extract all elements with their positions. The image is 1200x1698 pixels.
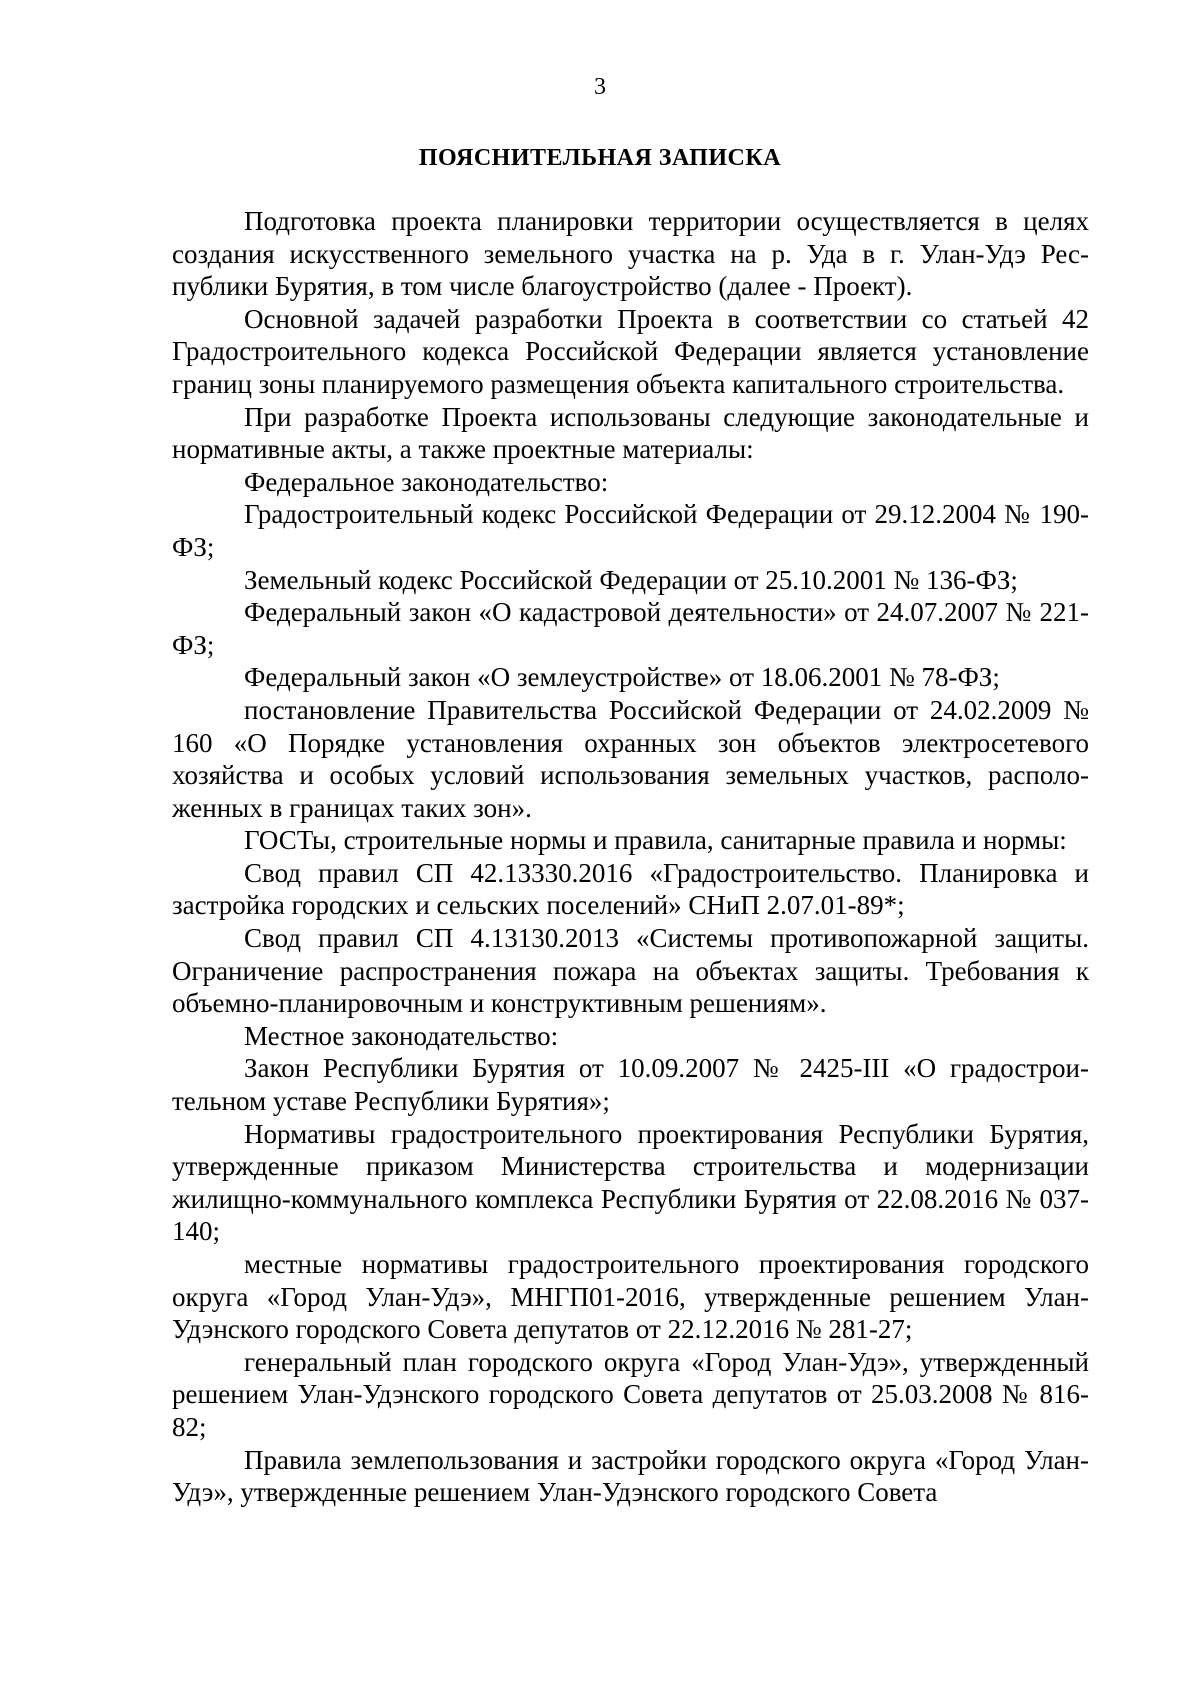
list-item: Градостроительный кодекс Российской Федерации от 29.12.2004 № 190-ФЗ; — [172, 499, 1089, 562]
heading-federal-legislation: Федеральное законодательство: — [244, 466, 609, 497]
page-title: ПОЯСНИТЕЛЬНАЯ ЗАПИСКА — [418, 145, 782, 171]
list-item: генеральный план городского округа «Город Улан-Удэ», утвержденный решением Улан-Удэнского городского Совета депутатов от 25.03.2008 № 816-82; — [172, 1346, 1089, 1442]
paragraph-purpose: Подготовка проекта планировки территории осуществляется в целях создания искусственного земельного участка на р. Уда в г. Улан-Удэ Республики Бурятия, в том числе благоустройство (далее - Проект). — [172, 206, 1089, 302]
paragraph-acts-intro: При разработке Проекта использованы следующие законодательные и нормативные акты, а также проектные материалы: — [172, 401, 1089, 465]
list-item: Федеральный закон «О кадастровой деятельности» от 24.07.2007 № 221-ФЗ; — [172, 597, 1089, 660]
list-item: Закон Республики Бурятия от 10.09.2007 № 2425-III «О градостроительном уставе Республики Бурятия»; — [172, 1053, 1089, 1117]
list-item: постановление Правительства Российской Федерации от 24.02.2009 № 160 «О Порядке установления охранных зон объектов электросетевого хозяйства и особых условий использования земельных участков, расположенных в границах таких зон». — [172, 694, 1089, 823]
document-body — [172, 205, 1089, 1509]
list-item: Федеральный закон «О землеустройстве» от 18.06.2001 № 78-ФЗ; — [244, 662, 1000, 693]
list-item: Земельный кодекс Российской Федерации от 25.10.2001 № 136-ФЗ; — [244, 564, 1018, 595]
list-item: Нормативы градостроительного проектирования Республики Бурятия, утвержденные приказом Министерства строительства и модернизации жилищно-коммунального комплекса Республики Бурятия от 22.08.2016 № 037-140; — [172, 1118, 1089, 1247]
list-item: местные нормативы градостроительного проектирования городского округа «Город Улан-Удэ», МНГП01-2016, утвержденные решением Улан-Удэнского городского Совета депутатов от 22.12.2016 № 281-27; — [172, 1249, 1089, 1345]
heading-standards: ГОСТы, строительные нормы и правила, санитарные правила и нормы: — [244, 825, 1067, 856]
paragraph-main-task: Основной задачей разработки Проекта в соответствии со статьей 42 Градостроительного кодекса Российской Федерации является установление границ зоны планируемого размещения объекта капитального строительства. — [172, 303, 1089, 399]
heading-local-legislation: Местное законодательство: — [244, 1020, 559, 1051]
list-item: Правила землепользования и застройки городского округа «Город Улан-Удэ», утвержденные решением Улан-Удэнского городского Совета — [172, 1444, 1089, 1508]
page-number: 3 — [594, 74, 606, 100]
list-item: Свод правил СП 42.13330.2016 «Градостроительство. Планировка и застройка городских и сельских поселений» СНиП 2.07.01-89*; — [172, 857, 1089, 921]
list-item: Свод правил СП 4.13130.2013 «Системы противопожарной защиты. Ограничение распространения пожара на объектах защиты. Требования к объемно-планировочным и конструктивным решениям». — [172, 923, 1089, 1019]
